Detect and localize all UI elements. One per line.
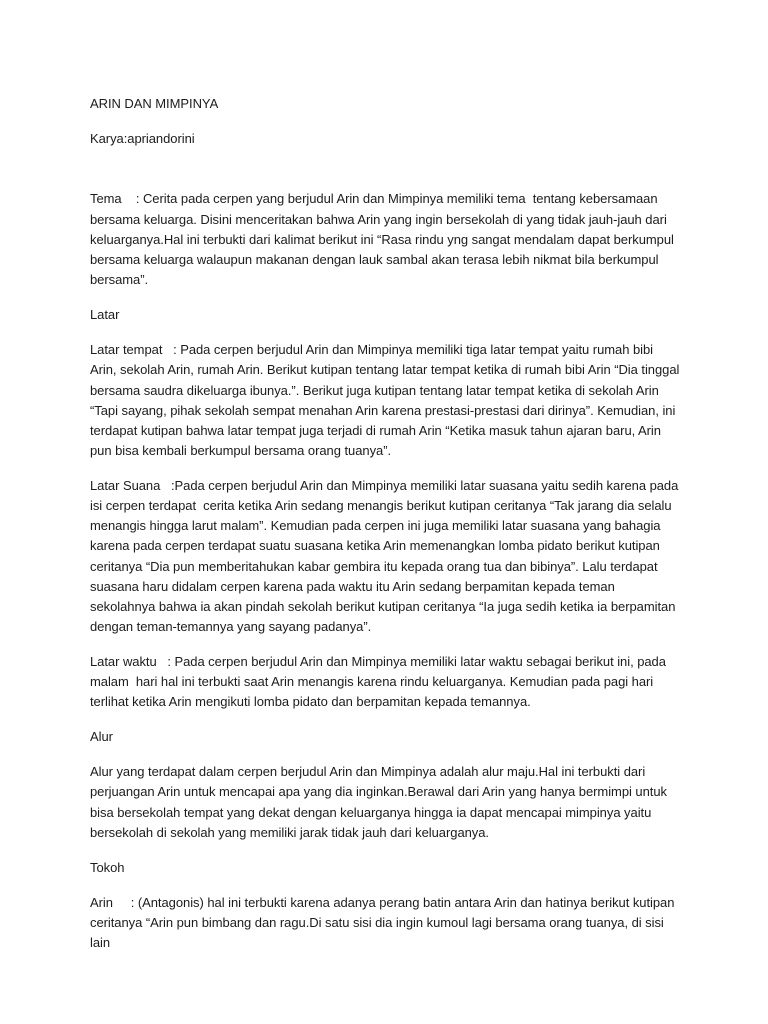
heading-alur: Alur <box>90 729 113 745</box>
paragraph-latar-waktu: Latar waktu : Pada cerpen berjudul Arin dan Mimpinya memiliki latar waktu sebagai berikut ini, pada malam hari hal ini terbukti saat Arin menangis karena rindu keluarganya. Kemudian pada pagi hari terlihat ketika Arin mengikuti lomba pidato dan berpamitan kepada temannya. <box>90 653 670 710</box>
heading-tokoh: Tokoh <box>90 859 125 875</box>
paragraph-latar-tempat: Latar tempat : Pada cerpen berjudul Arin dan Mimpinya memiliki tiga latar tempat yaitu rumah bibi Arin, sekolah Arin, rumah Arin. Berikut kutipan tentang latar tempat ketika di rumah bibi Arin “Dia tinggal bersama saudra dikeluarga ibunya.”. Berikut juga kutipan tentang latar tempat ketika di sekolah Arin “Tapi sayang, pihak sekolah sempat menahan Arin karena prestasi-prestasi dari dirinya”. Kemudian, ini terdapat kutipan bahwa latar tempat juga terjadi di rumah Arin “Ketika masuk tahun ajaran baru, Arin pun bisa kembali berkumpul bersama orang tuanya”. <box>90 342 683 459</box>
heading-latar: Latar <box>90 306 120 322</box>
paragraph-latar-suasana: Latar Suana :Pada cerpen berjudul Arin dan Mimpinya memiliki latar suasana yaitu sedih karena pada isi cerpen terdapat cerita ketika Arin sedang menangis berikut kutipan ceritanya “Tak jarang dia selalu menangis hingga larut malam”. Kemudian pada cerpen ini juga memiliki latar suasana yang bahagia karena pada cerpen terdapat suatu suasana ketika Arin memenangkan lomba pidato berikut kutipan ceritanya “Dia pun memberitahukan kabar gembira itu kepada orang tua dan bibinya”. Lalu terdapat suasana haru didalam cerpen karena pada waktu itu Arin sedang berpamitan kepada teman sekolahnya bahwa ia akan pindah sekolah berikut kutipan ceritanya “Ia juga sedih ketika ia berpamitan dengan teman-temannya yang sayang padanya”. <box>90 477 682 635</box>
paragraph-tema: Tema : Cerita pada cerpen yang berjudul Arin dan Mimpinya memiliki tema tentang kebersamaan bersama keluarga. Disini menceritakan bahwa Arin yang ingin bersekolah di yang tidak jauh-jauh dari keluarganya.Hal ini terbukti dari kalimat berikut ini “Rasa rindu yng sangat mendalam dapat berkumpul bersama keluarga walaupun makanan dengan lauk sambal akan terasa lebih nikmat bila berkumpul bersama”. <box>90 191 678 288</box>
paragraph-tokoh-arin: Arin : (Antagonis) hal ini terbukti karena adanya perang batin antara Arin dan hatinya berikut kutipan ceritanya “Arin pun bimbang dan ragu.Di satu sisi dia ingin kumoul lagi bersama orang tuanya, di sisi lain <box>90 894 678 951</box>
document-author: Karya:apriandorini <box>90 131 195 147</box>
document-title: ARIN DAN MIMPINYA <box>90 96 219 111</box>
paragraph-alur: Alur yang terdapat dalam cerpen berjudul Arin dan Mimpinya adalah alur maju.Hal ini terbukti dari perjuangan Arin untuk mencapai apa yang dia inginkan.Berawal dari Arin yang hanya bermimpi untuk bisa bersekolah tempat yang dekat dengan keluarganya hingga ia dapat mencapai mimpinya yaitu bersekolah di sekolah yang memiliki jarak tidak jauh dari keluarganya. <box>90 764 671 840</box>
